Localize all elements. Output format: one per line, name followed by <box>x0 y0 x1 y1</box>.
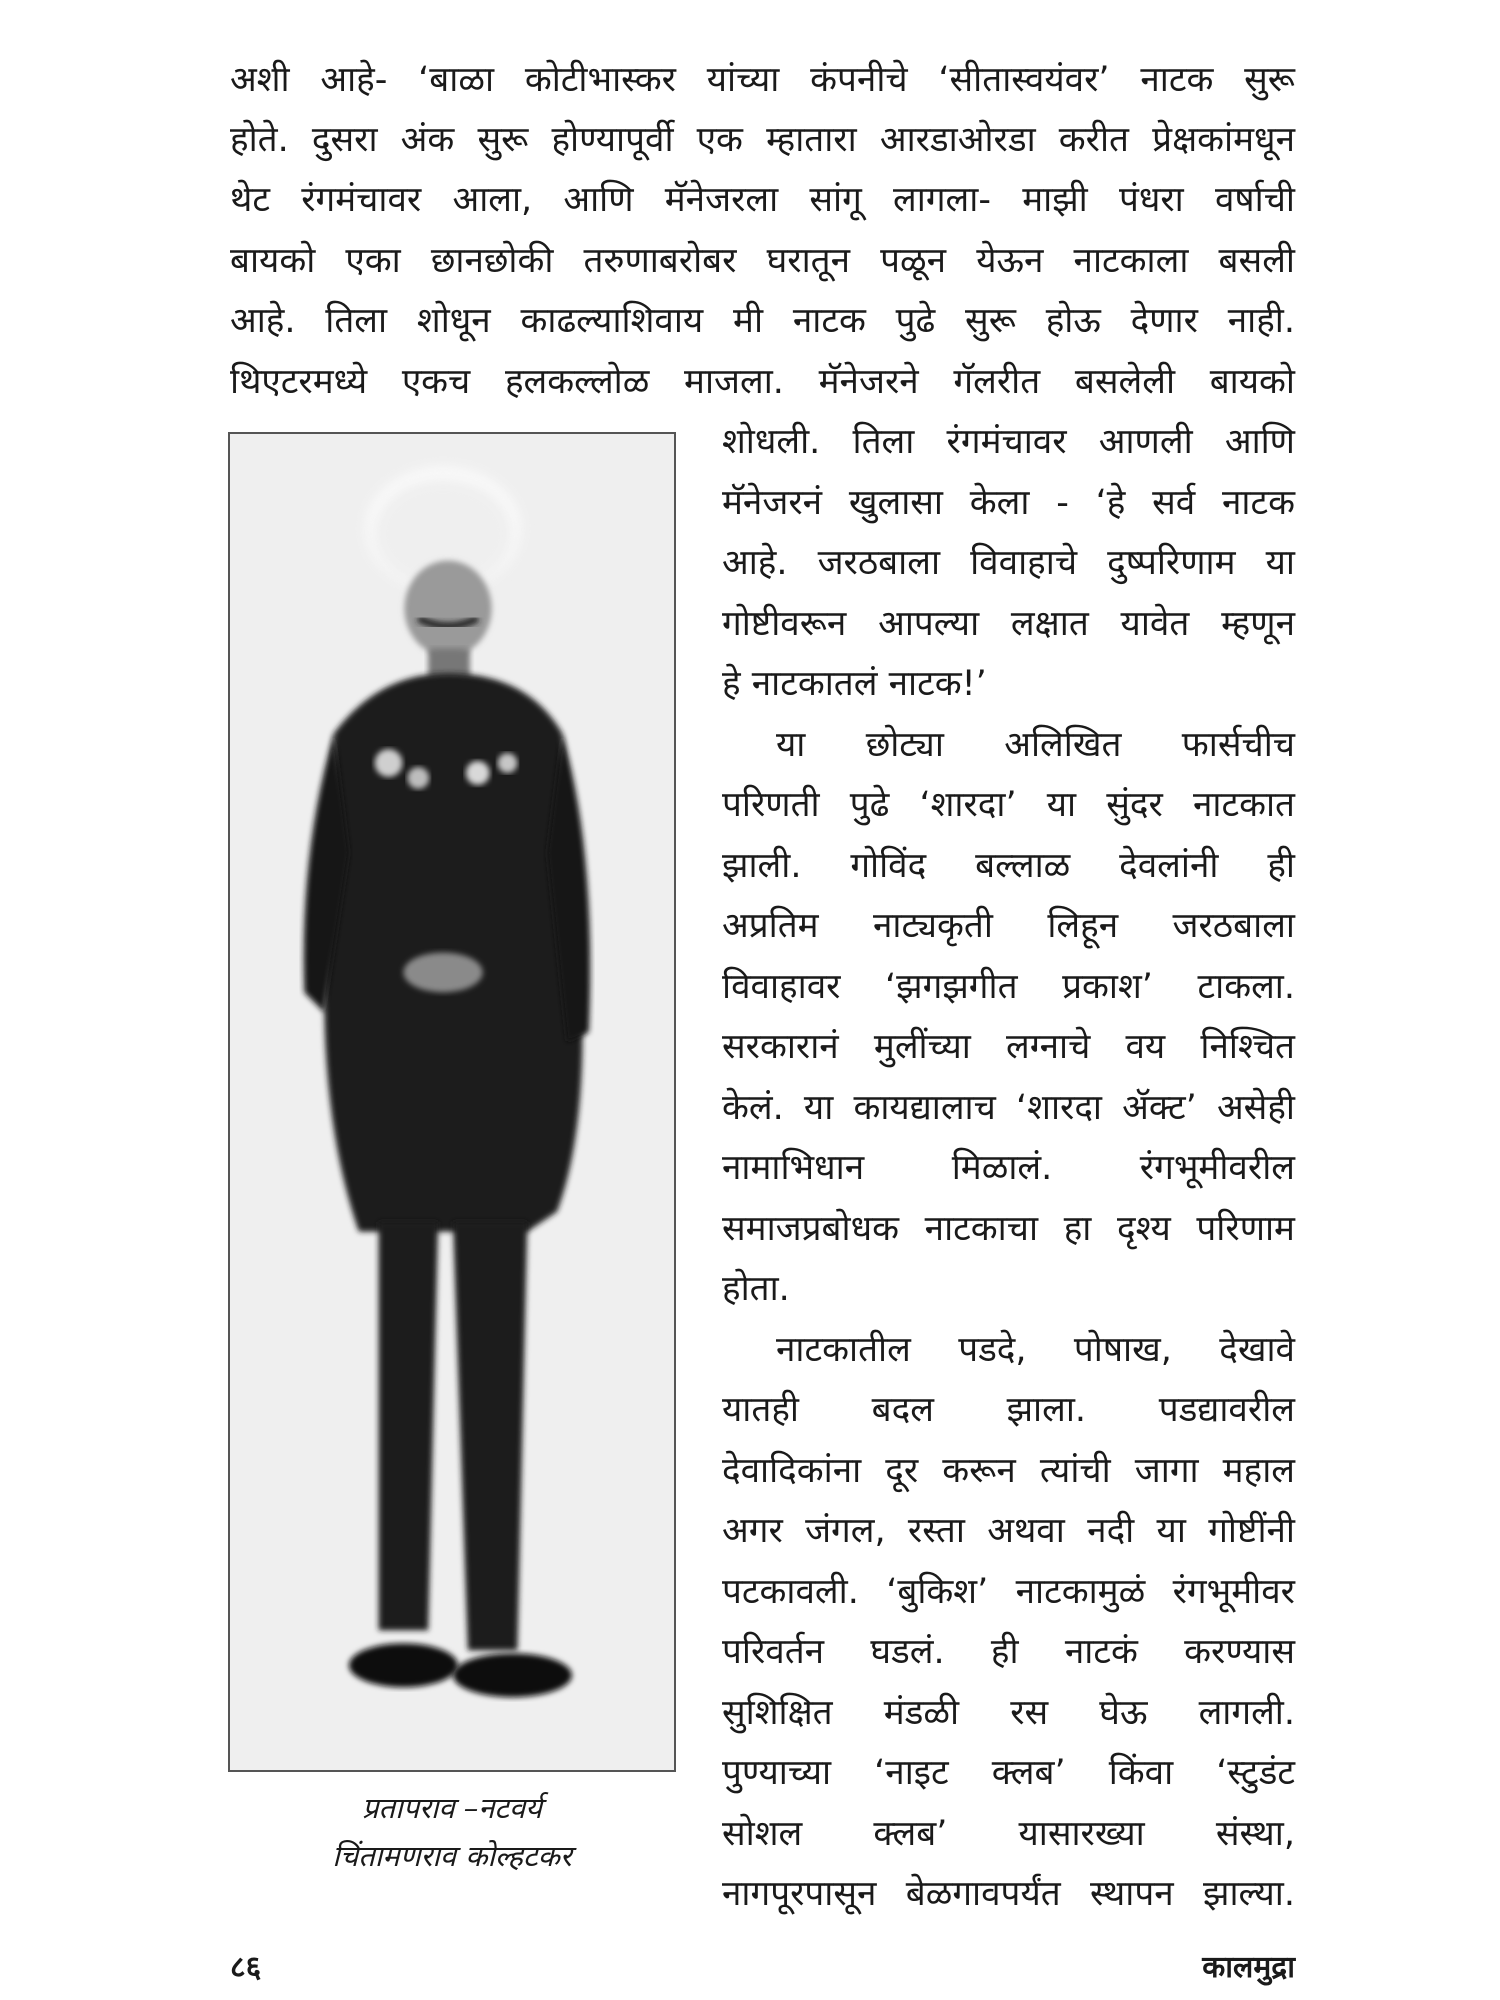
text-line: अशी आहे- ‘बाळा कोटीभास्कर यांच्या कंपनीचे ‘सीतास्वयंवर’ नाटक सुरू <box>230 60 1295 100</box>
portrait-photo <box>228 432 676 1772</box>
text-line: अगर जंगल, रस्ता अथवा नदी या गोष्टींनी <box>722 1511 1295 1551</box>
text-line: परिणती पुढे ‘शारदा’ या सुंदर नाटकात <box>722 785 1295 825</box>
text-line: गोष्टीवरून आपल्या लक्षात यावेत म्हणून <box>722 604 1295 644</box>
text-line: विवाहावर ‘झगझगीत प्रकाश’ टाकला. <box>722 967 1295 1007</box>
text-line: देवादिकांना दूर करून त्यांची जागा महाल <box>722 1451 1295 1491</box>
text-line: नामाभिधान मिळालं. रंगभूमीवरील <box>722 1148 1295 1188</box>
text-line: सुशिक्षित मंडळी रस घेऊ लागली. <box>722 1693 1295 1733</box>
photo-caption-line-1: प्रतापराव –नटवर्य <box>362 1791 542 1825</box>
text-line: समाजप्रबोधक नाटकाचा हा दृश्य परिणाम <box>722 1209 1295 1249</box>
text-line: यातही बदल झाला. पडद्यावरील <box>722 1390 1295 1430</box>
text-line: बायको एका छानछोकी तरुणाबरोबर घरातून पळून येऊन नाटकाला बसली <box>230 241 1295 281</box>
text-line: नागपूरपासून बेळगावपर्यंत स्थापन झाल्या. <box>722 1874 1295 1914</box>
page-number: ८६ <box>230 1950 262 1985</box>
text-line: थिएटरमध्ये एकच हलकल्लोळ माजला. मॅनेजरने गॅलरीत बसलेली बायको <box>230 362 1295 402</box>
publication-name: कालमुद्रा <box>1202 1950 1295 1985</box>
text-line: होते. दुसरा अंक सुरू होण्यापूर्वी एक म्हातारा आरडाओरडा करीत प्रेक्षकांमधून <box>230 120 1295 160</box>
text-line: आहे. जरठबाला विवाहाचे दुष्परिणाम या <box>722 543 1295 583</box>
text-line: होता. <box>722 1269 790 1309</box>
text-line: सोशल क्लब’ यासारख्या संस्था, <box>722 1814 1295 1854</box>
text-line: हे नाटकातलं नाटक!’ <box>722 664 987 704</box>
text-line: सरकारानं मुलींच्या लग्नाचे वय निश्चित <box>722 1027 1295 1067</box>
man-portrait-illustration <box>230 434 674 1770</box>
text-line: झाली. गोविंद बल्लाळ देवलांनी ही <box>722 846 1295 886</box>
text-line: अप्रतिम नाट्यकृती लिहून जरठबाला <box>722 906 1295 946</box>
text-line: मॅनेजरनं खुलासा केला - ‘हे सर्व नाटक <box>722 483 1295 523</box>
text-line: परिवर्तन घडलं. ही नाटकं करण्यास <box>722 1632 1295 1672</box>
text-line: नाटकातील पडदे, पोषाख, देखावे <box>776 1330 1295 1370</box>
text-line: शोधली. तिला रंगमंचावर आणली आणि <box>722 422 1295 462</box>
text-line: पुण्याच्या ‘नाइट क्लब’ किंवा ‘स्टुडंट <box>722 1753 1295 1793</box>
text-line: या छोट्या अलिखित फार्सचीच <box>776 725 1295 765</box>
text-line: थेट रंगमंचावर आला, आणि मॅनेजरला सांगू लागला- माझी पंधरा वर्षाची <box>230 180 1295 220</box>
text-line: केलं. या कायद्यालाच ‘शारदा ॲक्ट’ असेही <box>722 1088 1295 1128</box>
text-line: आहे. तिला शोधून काढल्याशिवाय मी नाटक पुढे सुरू होऊ देणार नाही. <box>230 301 1295 341</box>
text-line: पटकावली. ‘बुकिश’ नाटकामुळं रंगभूमीवर <box>722 1572 1295 1612</box>
photo-caption-line-2: चिंतामणराव कोल्हटकर <box>332 1839 572 1873</box>
